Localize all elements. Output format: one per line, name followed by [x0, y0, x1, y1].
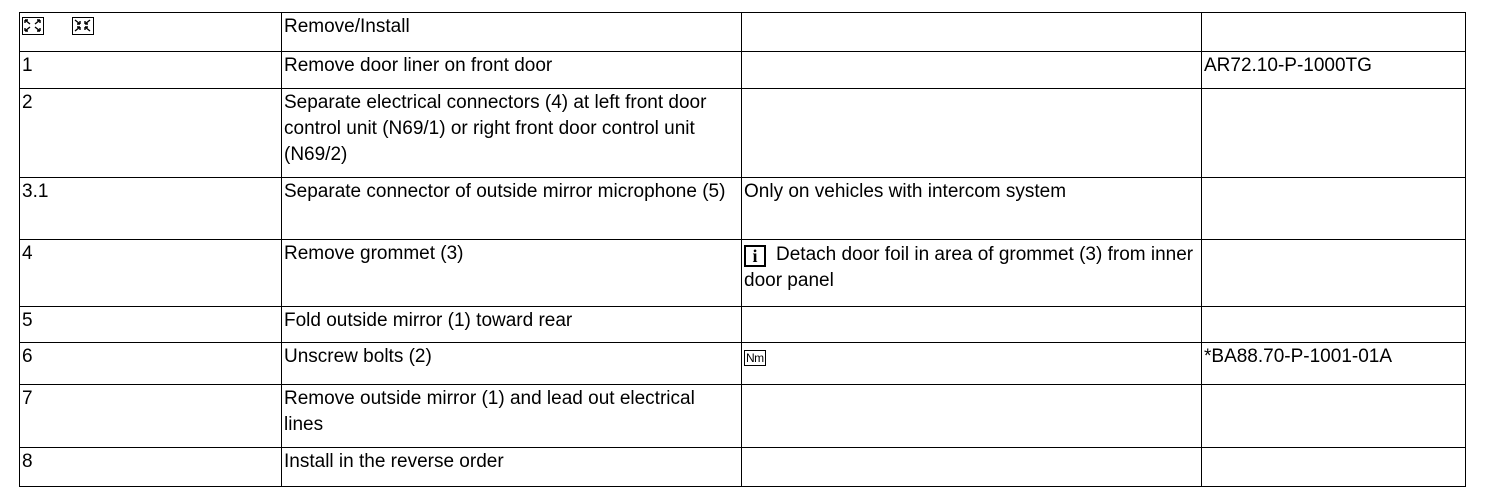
step-action: Remove outside mirror (1) and lead out electrical lines [282, 385, 742, 448]
step-number: 7 [20, 385, 282, 448]
torque-nm-icon[interactable]: Nm [746, 351, 764, 365]
step-note-cell [742, 343, 1202, 385]
step-number: 2 [20, 89, 282, 178]
step-note-cell [742, 240, 1202, 307]
step-note: Detach door foil in area of grommet (3) from inner door panel [744, 244, 1194, 291]
step-note [742, 89, 1202, 178]
step-action: Separate electrical connectors (4) at left front door control unit (N69/1) or right front door control unit (N69/2) [282, 89, 742, 178]
step-action: Unscrew bolts (2) [282, 343, 742, 385]
table-row [20, 52, 1466, 89]
step-note [742, 385, 1202, 448]
table-row [20, 448, 1466, 487]
step-number: 5 [20, 307, 282, 343]
header-note-cell [742, 13, 1202, 52]
step-note [742, 52, 1202, 89]
step-action: Remove grommet (3) [282, 240, 742, 307]
step-number: 4 [20, 240, 282, 307]
step-reference [1202, 178, 1466, 240]
step-action: Install in the reverse order [282, 448, 742, 487]
table-row [20, 240, 1466, 307]
step-number: 1 [20, 52, 282, 89]
step-number: 6 [20, 343, 282, 385]
step-reference [1202, 307, 1466, 343]
table-row [20, 343, 1466, 385]
step-number: 3.1 [20, 178, 282, 240]
step-note [742, 307, 1202, 343]
header-icons-cell [20, 13, 282, 52]
header-title: Remove/Install [282, 13, 742, 52]
step-action: Separate connector of outside mirror microphone (5) [282, 178, 742, 240]
info-icon: i [744, 245, 766, 267]
step-action: Fold outside mirror (1) toward rear [282, 307, 742, 343]
expand-icon[interactable] [22, 17, 44, 35]
table-row [20, 307, 1466, 343]
procedure-table [19, 12, 1466, 487]
step-action: Remove door liner on front door [282, 52, 742, 89]
table-row [20, 178, 1466, 240]
table-row [20, 385, 1466, 448]
step-note [742, 448, 1202, 487]
step-reference [1202, 385, 1466, 448]
step-reference [1202, 448, 1466, 487]
header-row [20, 13, 1466, 52]
table-row [20, 89, 1466, 178]
step-note: Only on vehicles with intercom system [742, 178, 1202, 240]
step-reference [1202, 89, 1466, 178]
step-number: 8 [20, 448, 282, 487]
step-reference [1202, 240, 1466, 307]
header-ref-cell [1202, 13, 1466, 52]
collapse-icon[interactable] [72, 17, 94, 35]
step-reference-link[interactable]: *BA88.70-P-1001-01A [1202, 343, 1466, 385]
step-reference-link[interactable]: AR72.10-P-1000TG [1202, 52, 1466, 89]
